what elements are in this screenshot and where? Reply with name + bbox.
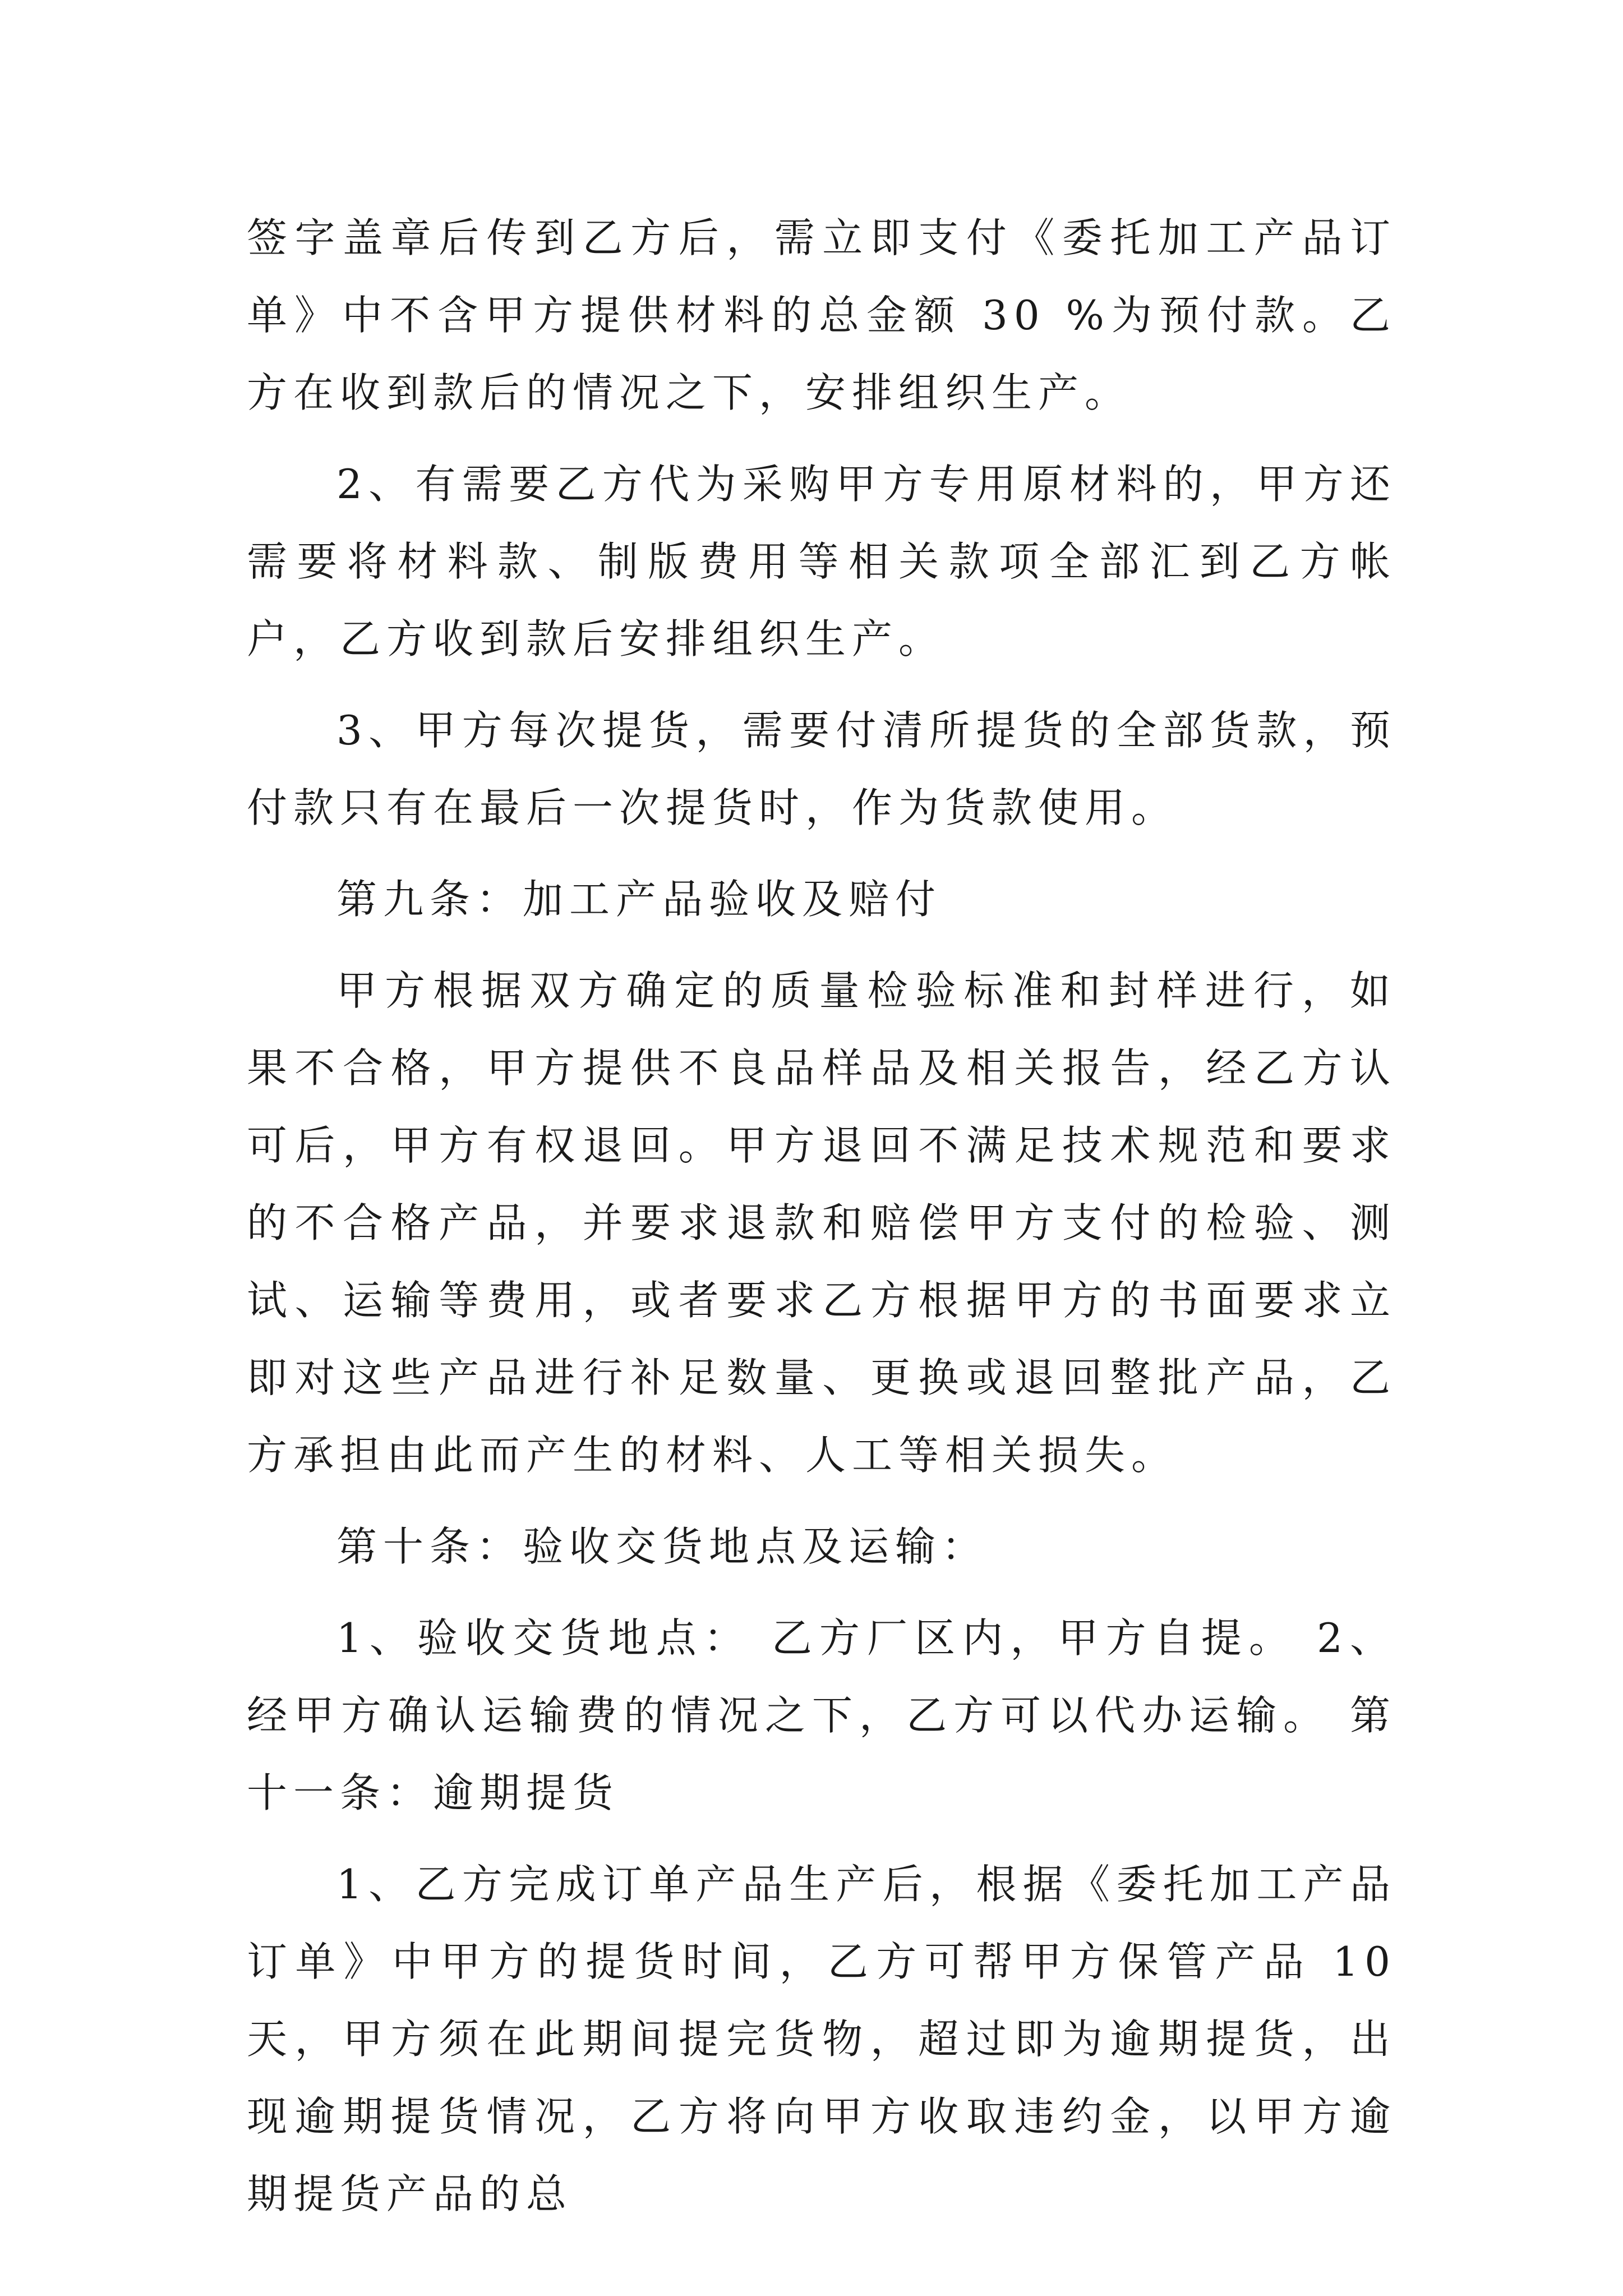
paragraph-prepayment-terms: 签字盖章后传到乙方后，需立即支付《委托加工产品订单》中不含甲方提供材料的总金额 30 %为预付款。乙方在收到款后的情况之下，安排组织生产。 bbox=[247, 214, 1396, 416]
paragraph-inspection-compensation: 甲方根据双方确定的质量检验标准和封样进行，如果不合格，甲方提供不良品样品及相关报告，经乙方认可后，甲方有权退回。甲方退回不满足技术规范和要求的不合格产品，并要求退款和赔偿甲方支付的检验、测试、运输等费用，或者要求乙方根据甲方的书面要求立即对这些产品进行补足数量、更换或退回整批产品，乙方承担由此而产生的材料、人工等相关损失。 bbox=[247, 967, 1396, 1479]
paragraph-delivery-location: 1、验收交货地点： 乙方厂区内，甲方自提。 2、经甲方确认运输费的情况之下，乙方可以代办运输。 第十一条：逾期提货 bbox=[247, 1614, 1396, 1816]
section-heading-article-10: 第十条：验收交货地点及运输： bbox=[336, 1523, 989, 1570]
document-body bbox=[247, 199, 1396, 2247]
paragraph-material-purchase: 2、有需要乙方代为采购甲方专用原材料的，甲方还需要将材料款、制版费用等相关款项全部汇到乙方帐户，乙方收到款后安排组织生产。 bbox=[247, 461, 1396, 662]
paragraph-pickup-payment: 3、甲方每次提货，需要付清所提货的全部货款，预付款只有在最后一次提货时，作为货款使用。 bbox=[247, 707, 1396, 831]
paragraph-overdue-pickup: 1、乙方完成订单产品生产后，根据《委托加工产品订单》中甲方的提货时间，乙方可帮甲方保管产品 10 天，甲方须在此期间提完货物，超过即为逾期提货，出现逾期提货情况，乙方将向甲方收取违约金，以甲方逾期提货产品的总 bbox=[247, 1861, 1396, 2217]
section-heading-article-9: 第九条：加工产品验收及赔付 bbox=[336, 876, 942, 923]
